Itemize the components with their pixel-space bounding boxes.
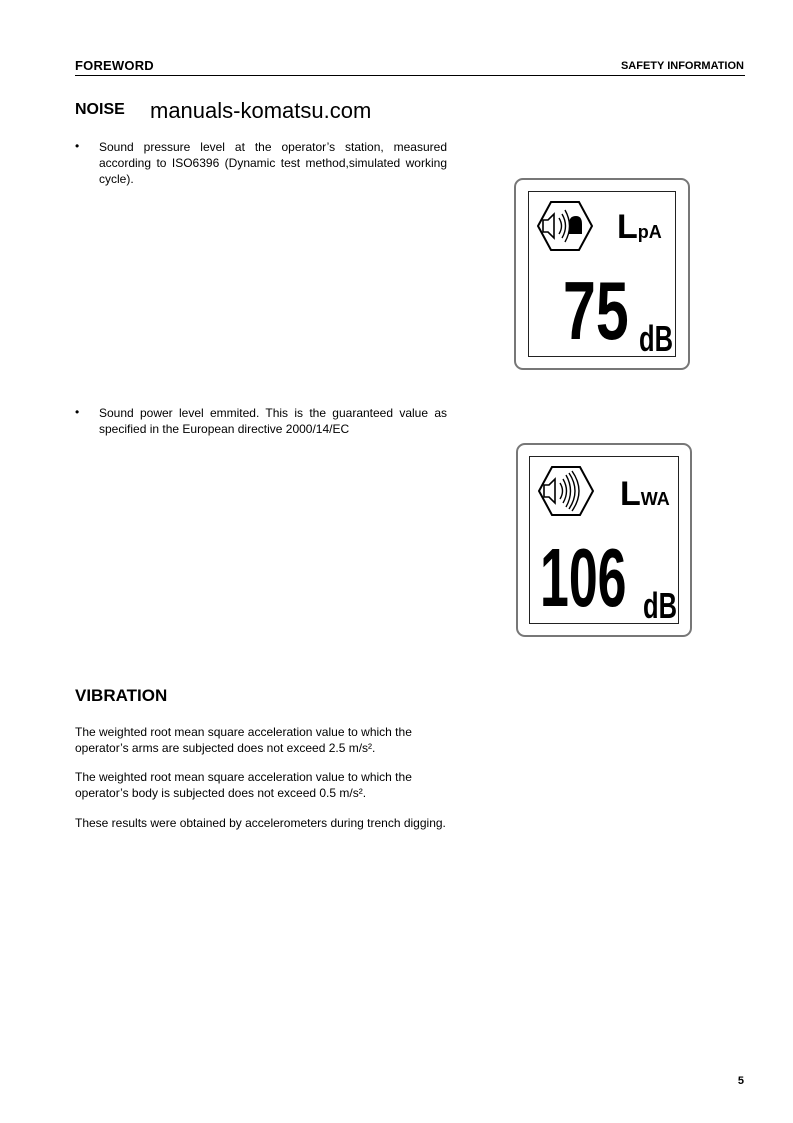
vibration-method-paragraph: These results were obtained by accelerometers during trench digging. [75, 816, 446, 830]
label-frame [529, 456, 679, 627]
watermark-text: manuals-komatsu.com [150, 98, 372, 123]
sound-pressure-label [514, 178, 690, 370]
page-number: 5 [737, 1075, 744, 1087]
sound-pressure-unit: dB [639, 319, 673, 360]
speaker-ear-icon [537, 200, 593, 252]
speaker-icon [538, 465, 594, 517]
section-header-foreword: FOREWORD [75, 58, 154, 73]
label-symbol: LWA [620, 475, 670, 513]
header-divider [75, 75, 745, 76]
bullet-marker: • [75, 405, 80, 419]
noise-heading: NOISE [75, 101, 125, 118]
vibration-arms-paragraph: The weighted root mean square acceleration value to which the operator’s arms are subjected does not exceed 2.5 m/s². [75, 725, 412, 755]
label-frame [528, 191, 676, 360]
sound-power-value: 106 [540, 532, 627, 625]
sound-pressure-value: 75 [563, 265, 629, 358]
vibration-heading: VIBRATION [75, 686, 168, 705]
sound-power-unit: dB [643, 586, 677, 627]
sound-power-label [516, 443, 692, 637]
bullet-marker: • [75, 139, 80, 153]
noise-item-sound-power: Sound power level emmited. This is the guaranteed value as specified in the European directive 2000/14/EC [99, 406, 447, 436]
noise-item-sound-pressure: Sound pressure level at the operator’s station, measured according to ISO6396 (Dynamic test method,simulated working cycle). [99, 140, 447, 186]
vibration-body-paragraph: The weighted root mean square acceleration value to which the operator’s body is subjected does not exceed 0.5 m/s². [75, 770, 412, 800]
label-symbol: LpA [617, 208, 662, 246]
section-header-safety-information: SAFETY INFORMATION [620, 60, 744, 72]
